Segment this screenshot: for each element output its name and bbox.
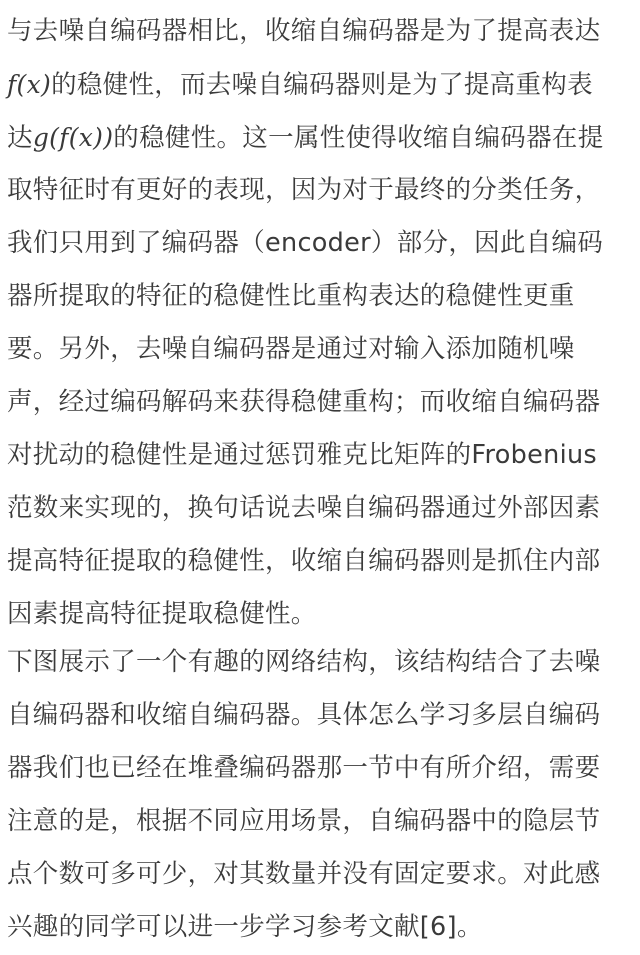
text-line-content: 的稳健性。这一属性使得收缩自编码器在提 xyxy=(113,123,604,153)
text-line: 取特征时有更好的表现，因为对于最终的分类任务， xyxy=(7,175,601,205)
text-line: 声，经过编码解码来获得稳健重构；而收缩自编码器 xyxy=(7,387,601,417)
text-line: 与去噪自编码器相比，收缩自编码器是为了提高表达 xyxy=(7,16,601,46)
text-line: 自编码器和收缩自编码器。具体怎么学习多层自编码 xyxy=(7,700,601,730)
text-line: 要。另外，去噪自编码器是通过对输入添加随机噪 xyxy=(7,334,575,364)
math-f-of-x: f(x) xyxy=(7,70,52,99)
text-line xyxy=(7,111,604,164)
text-line: 器我们也已经在堆叠编码器那一节中有所介绍，需要 xyxy=(7,753,601,783)
text-line-content: 的稳健性，而去噪自编码器则是为了提高重构表 xyxy=(51,70,593,100)
text-line: 范数来实现的，换句话说去噪自编码器通过外部因素 xyxy=(7,493,601,523)
text-line-prefix: 达 xyxy=(7,123,33,153)
text-line: 兴趣的同学可以进一步学习参考文献[6]。 xyxy=(7,912,483,942)
text-line: 提高特征提取的稳健性，收缩自编码器则是抓住内部 xyxy=(7,546,601,576)
math-g-of-f-of-x: g(f(x)) xyxy=(32,123,114,152)
text-line: 我们只用到了编码器（encoder）部分，因此自编码 xyxy=(7,228,604,258)
text-line: 注意的是，根据不同应用场景，自编码器中的隐层节 xyxy=(7,806,601,836)
paragraph-network-structure xyxy=(7,636,600,954)
paragraph-contractive-vs-denoising xyxy=(7,5,604,641)
text-line xyxy=(7,58,604,111)
text-line: 对扰动的稳健性是通过惩罚雅克比矩阵的Frobenius xyxy=(7,440,598,470)
text-line: 下图展示了一个有趣的网络结构，该结构结合了去噪 xyxy=(7,647,601,677)
text-line: 点个数可多可少，对其数量并没有固定要求。对此感 xyxy=(7,859,601,889)
text-line: 因素提高特征提取稳健性。 xyxy=(7,599,317,629)
text-line: 器所提取的特征的稳健性比重构表达的稳健性更重 xyxy=(7,281,575,311)
